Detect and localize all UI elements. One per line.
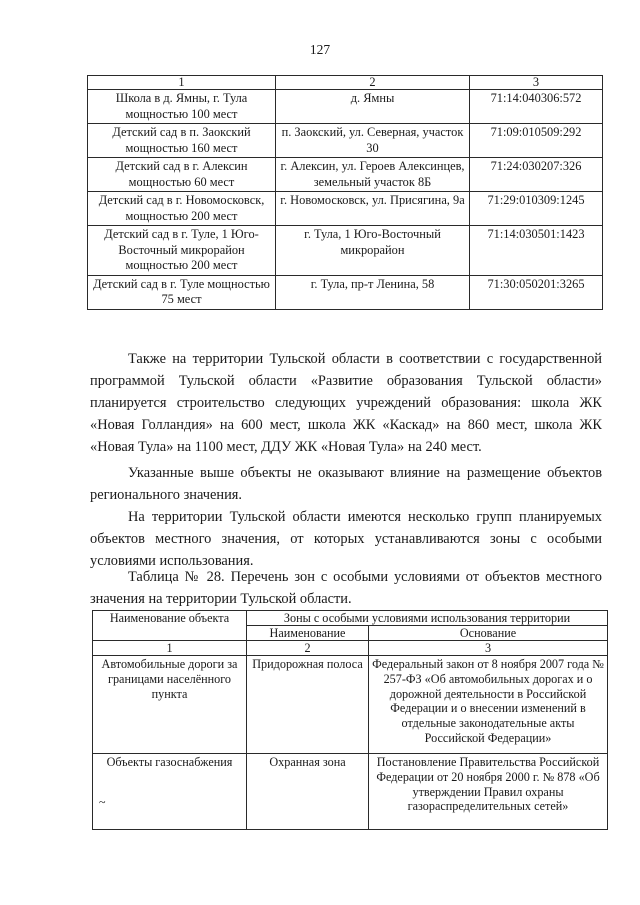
facility-location: г. Алексин, ул. Героев Алексинцев, земельный участок 8Б (276, 158, 470, 192)
facility-location: г. Тула, пр-т Ленина, 58 (276, 275, 470, 309)
cadastral-number: 71:14:040306:572 (470, 90, 603, 124)
facility-name: Школа в д. Ямны, г. Тула мощностью 100 мест (88, 90, 276, 124)
zone-basis: Постановление Правительства Российской Федерации от 20 ноября 2000 г. № 878 «Об утверждении Правил охраны газораспределительных сетей» (369, 754, 608, 830)
header-zone-basis: Основание (369, 626, 608, 641)
facility-location: г. Тула, 1 Юго-Восточный микрорайон (276, 226, 470, 276)
header-zones: Зоны с особыми условиями использования территории (247, 611, 608, 626)
header-zone-name: Наименование (247, 626, 369, 641)
column-number-1: 1 (88, 76, 276, 90)
facilities-table (87, 75, 603, 310)
table-caption: Таблица № 28. Перечень зон с особыми условиями от объектов местного значения на территории Тульской области. (90, 569, 602, 607)
table-row (88, 192, 603, 226)
header-object-name: Наименование объекта (93, 611, 247, 641)
page-number: 127 (309, 42, 331, 57)
zone-name: Охранная зона (247, 754, 369, 830)
table-row (93, 754, 608, 830)
table-row (88, 90, 603, 124)
cadastral-number: 71:09:010509:292 (470, 124, 603, 158)
object-name: Автомобильные дороги за границами населённого пункта (93, 656, 247, 754)
facility-name: Детский сад в г. Туле, 1 Юго-Восточный микрорайон мощностью 200 мест (88, 226, 276, 276)
column-number-3: 3 (369, 641, 608, 656)
table-row (88, 158, 603, 192)
column-number-3: 3 (470, 76, 603, 90)
paragraph-no-impact: Указанные выше объекты не оказывают влияние на размещение объектов регионального значения. (90, 465, 602, 503)
column-number-2: 2 (276, 76, 470, 90)
facility-name: Детский сад в г. Алексин мощностью 60 мест (88, 158, 276, 192)
table-header-row (93, 611, 608, 626)
facility-name: Детский сад в г. Новомосковск, мощностью 200 мест (88, 192, 276, 226)
table-row (93, 656, 608, 754)
cadastral-number: 71:14:030501:1423 (470, 226, 603, 276)
facility-name: Детский сад в г. Туле мощностью 75 мест (88, 275, 276, 309)
object-name: Объекты газоснабжения (93, 754, 247, 830)
facility-location: д. Ямны (276, 90, 470, 124)
table-row (88, 124, 603, 158)
cadastral-number: 71:30:050201:3265 (470, 275, 603, 309)
cadastral-number: 71:24:030207:326 (470, 158, 603, 192)
zone-basis: Федеральный закон от 8 ноября 2007 года № 257-ФЗ «Об автомобильных дорогах и о дорожной деятельности в Российской Федерации и о внесении изменений в отдельные законодательные акты Российской Федерации» (369, 656, 608, 754)
table-row (88, 226, 603, 276)
paragraph-planned-schools: Также на территории Тульской области в соответствии с государственной программой Тульской области «Развитие образования Тульской области» планируется строительство следующих учреждений образования: школа ЖК «Новая Голландия» на 600 мест, школа ЖК «Каскад» на 860 мест, школа ЖК «Новая Тула» на 1100 мест, ДДУ ЖК «Новая Тула» на 240 мест. (90, 351, 602, 455)
zone-name: Придорожная полоса (247, 656, 369, 754)
cadastral-number: 71:29:010309:1245 (470, 192, 603, 226)
zones-table (92, 610, 608, 830)
stray-mark: ~ (99, 795, 106, 809)
table-row (88, 275, 603, 309)
table-header-row (88, 76, 603, 90)
column-number-1: 1 (93, 641, 247, 656)
facility-name: Детский сад в п. Заокский мощностью 160 мест (88, 124, 276, 158)
paragraph-zones-intro: На территории Тульской области имеются несколько групп планируемых объектов местного значения, от которых устанавливаются зоны с особыми условиями использования. (90, 509, 602, 569)
table-number-row (93, 641, 608, 656)
column-number-2: 2 (247, 641, 369, 656)
facility-location: г. Новомосковск, ул. Присягина, 9а (276, 192, 470, 226)
facility-location: п. Заокский, ул. Северная, участок 30 (276, 124, 470, 158)
